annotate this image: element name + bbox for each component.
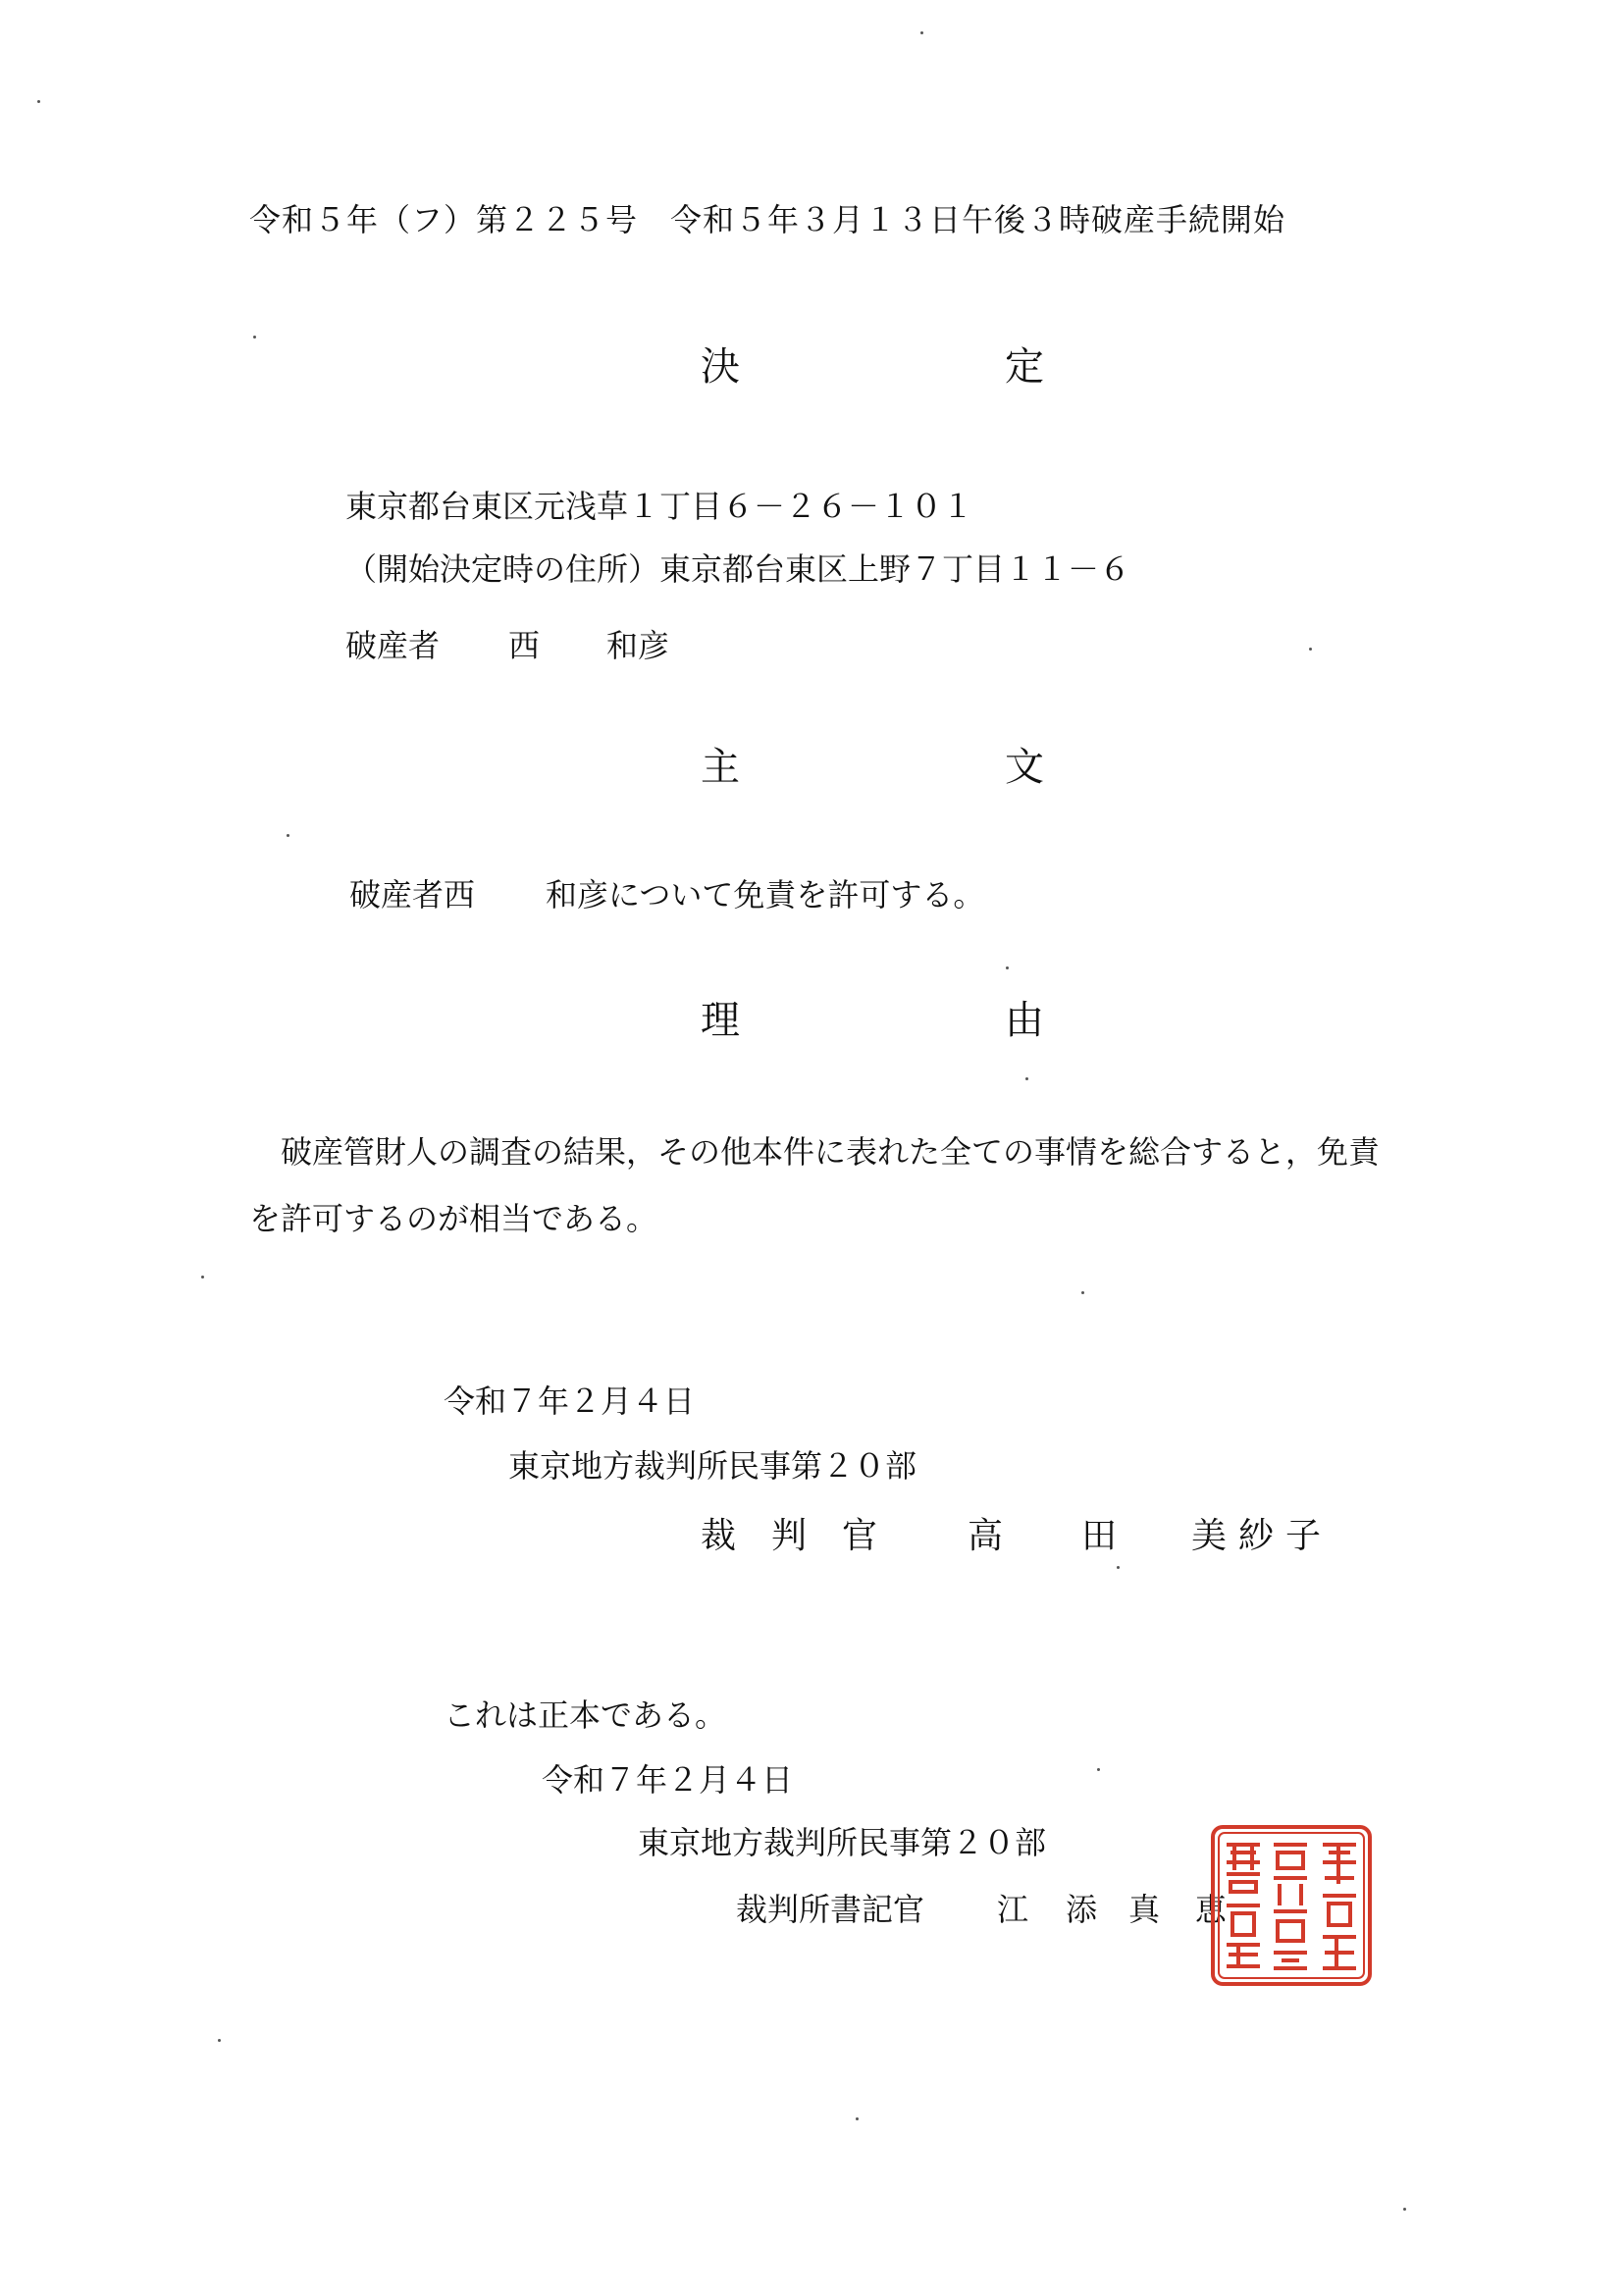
certification-date: 令和７年２月４日 (542, 1761, 794, 1799)
clerk-name-char-1: 江 (997, 1891, 1029, 1928)
reasons-heading-right: 由 (1005, 998, 1044, 1043)
decision-date: 令和７年２月４日 (444, 1383, 696, 1420)
scan-speck (1025, 1077, 1028, 1080)
main-text-heading-left: 主 (701, 745, 740, 790)
party-family-name: 西 (508, 627, 541, 664)
clerk-name-char-4: 恵 (1195, 1891, 1228, 1928)
clerk-name-char-3: 真 (1128, 1891, 1161, 1928)
clerk-title: 裁判所書記官 (736, 1891, 925, 1928)
judge-given-name: 美紗子 (1191, 1516, 1334, 1556)
title-char-left: 決 (701, 344, 740, 390)
judge-title: 裁 判 官 (701, 1516, 878, 1556)
party-address: 東京都台東区元浅草１丁目６－２６－１０１ (345, 488, 974, 525)
judge-family-name-1: 高 (968, 1516, 1004, 1556)
decision-court: 東京地方裁判所民事第２０部 (508, 1447, 917, 1485)
scan-speck (253, 336, 256, 339)
scan-speck (1117, 1566, 1120, 1569)
scan-speck (856, 2117, 859, 2120)
party-role: 破産者 (345, 627, 441, 664)
scan-speck (218, 2039, 221, 2042)
scan-speck (201, 1276, 204, 1278)
scan-speck (1097, 1768, 1100, 1771)
reasons-line-2: を許可するのが相当である。 (249, 1200, 658, 1237)
clerk-name-char-2: 添 (1066, 1891, 1098, 1928)
certification-court: 東京地方裁判所民事第２０部 (638, 1824, 1047, 1861)
scan-speck (287, 834, 289, 837)
case-header: 令和５年（フ）第２２５号 令和５年３月１３日午後３時破産手続開始 (249, 201, 1286, 238)
scan-speck (1081, 1291, 1084, 1294)
certification-statement: これは正本である。 (444, 1696, 727, 1734)
main-text-heading-right: 文 (1005, 745, 1044, 790)
reasons-line-1: 破産管財人の調査の結果，その他本件に表れた全ての事情を総合すると，免責 (281, 1133, 1381, 1171)
scan-speck (1403, 2208, 1406, 2211)
scan-speck (1309, 648, 1312, 651)
scan-speck (1006, 966, 1009, 969)
title-char-right: 定 (1005, 344, 1044, 390)
judge-family-name-2: 田 (1081, 1516, 1118, 1556)
scan-speck (37, 100, 40, 103)
official-seal-icon (1209, 1823, 1374, 1988)
scan-speck (920, 31, 923, 34)
reasons-heading-left: 理 (701, 998, 740, 1043)
main-text-body: 和彦について免責を許可する。 (546, 876, 985, 913)
main-text-subject: 破産者西 (349, 876, 476, 913)
party-previous-address: （開始決定時の住所）東京都台東区上野７丁目１１－６ (345, 550, 1131, 588)
party-given-name: 和彦 (606, 627, 670, 664)
